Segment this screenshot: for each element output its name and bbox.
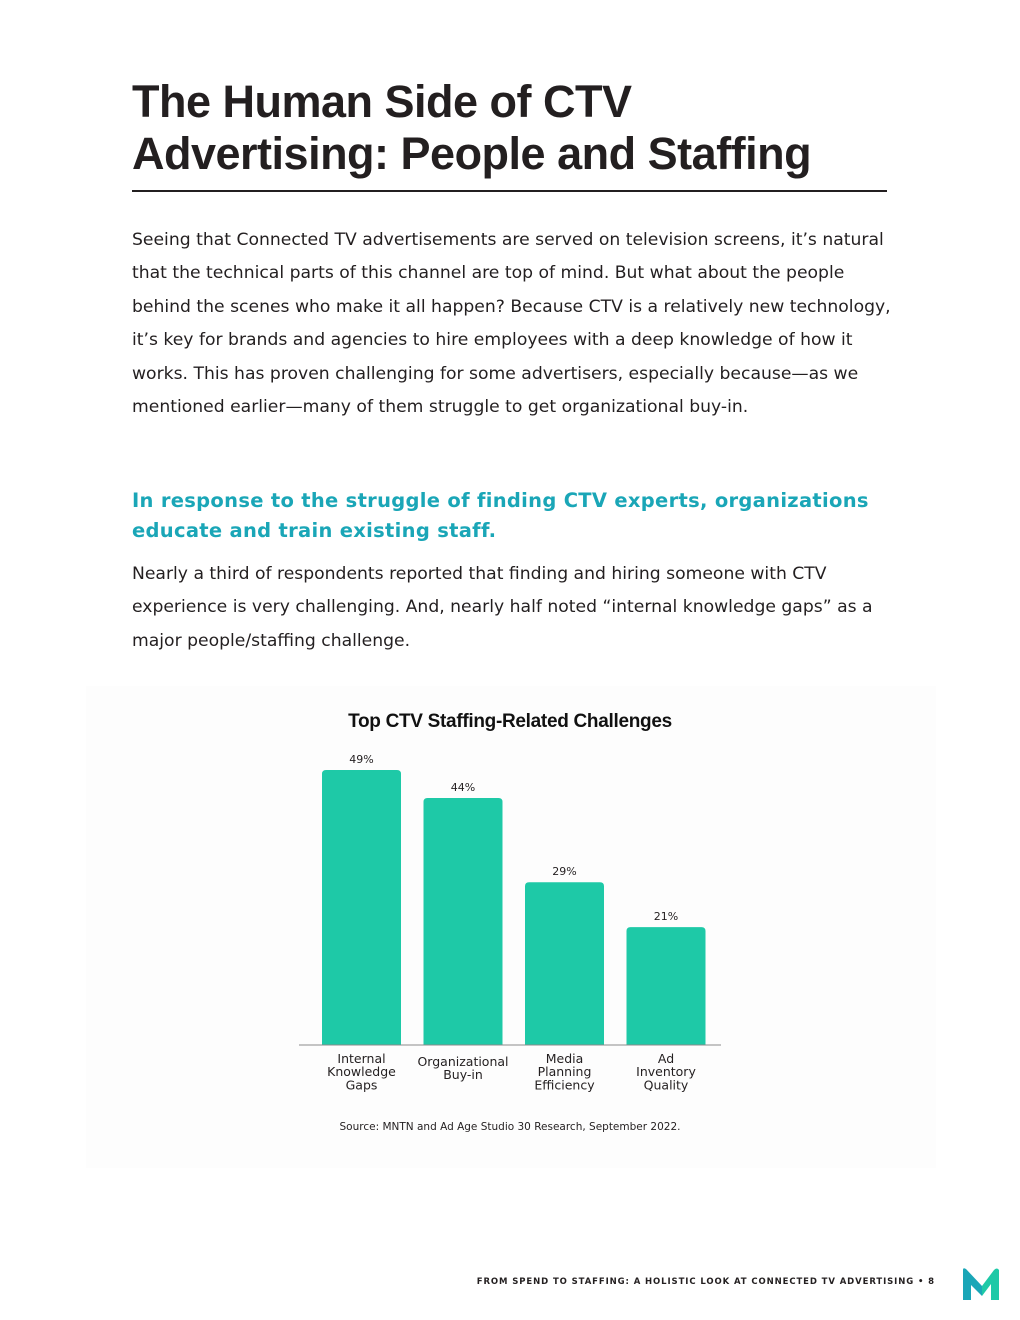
- body-paragraph: Nearly a third of respondents reported that finding and hiring someone with CTV experience is very challenging. And, nearly half noted “internal knowledge gaps” as a major people/staffing challenge.: [132, 564, 873, 651]
- section-subheading: In response to the struggle of finding CTV experts, organizations educate and train existing staff.: [132, 489, 869, 542]
- bar-value-label: 49%: [349, 753, 374, 766]
- category-label: Media: [545, 1051, 584, 1066]
- category-label: Gaps: [345, 1077, 378, 1093]
- bar-value-label: 21%: [653, 910, 679, 924]
- bar-3: [627, 927, 706, 1045]
- bar-value-label: 44%: [450, 781, 476, 795]
- title-divider: [132, 190, 887, 192]
- bar-chart: [86, 686, 936, 1168]
- category-label: Internal: [337, 1051, 386, 1066]
- bar-0: [322, 770, 401, 1045]
- category-label: Ad: [657, 1051, 675, 1066]
- mntn-logo-icon: [962, 1266, 1002, 1302]
- chart-source-note: Source: MNTN and Ad Age Studio 30 Research, September 2022.: [339, 1121, 681, 1133]
- bar-value-label: 29%: [552, 865, 577, 879]
- category-label: Planning: [537, 1064, 592, 1080]
- page-title: The Human Side of CTV Advertising: People and Staffing: [132, 76, 812, 179]
- chart-title: Top CTV Staffing-Related Challenges: [348, 711, 672, 732]
- page-footer: FROM SPEND TO STAFFING: A HOLISTIC LOOK AT CONNECTED TV ADVERTISING • 8: [476, 1277, 935, 1287]
- bars-group: [322, 753, 706, 1045]
- category-label: Quality: [643, 1077, 689, 1093]
- bar-2: [525, 882, 604, 1045]
- category-label: Organizational: [417, 1054, 509, 1069]
- category-label: Efficiency: [534, 1077, 595, 1093]
- category-label: Buy-in: [443, 1067, 483, 1083]
- bar-1: [424, 798, 503, 1045]
- intro-paragraph: Seeing that Connected TV advertisements are served on television screens, it’s natural that the technical parts of this channel are top of mind. But what about the people behind the scenes who make it all happen? Because CTV is a relatively new technology, it’s key for brands and agencies to hire employees with a deep knowledge of how it works. This has proven challenging for some advertisers, especially because—as we mentioned earlier—many of them struggle to get organizational buy-in.: [132, 230, 891, 418]
- chart-panel: [86, 686, 936, 1168]
- category-labels-group: [327, 1051, 696, 1092]
- category-label: Inventory: [636, 1064, 696, 1080]
- category-label: Knowledge: [327, 1064, 396, 1080]
